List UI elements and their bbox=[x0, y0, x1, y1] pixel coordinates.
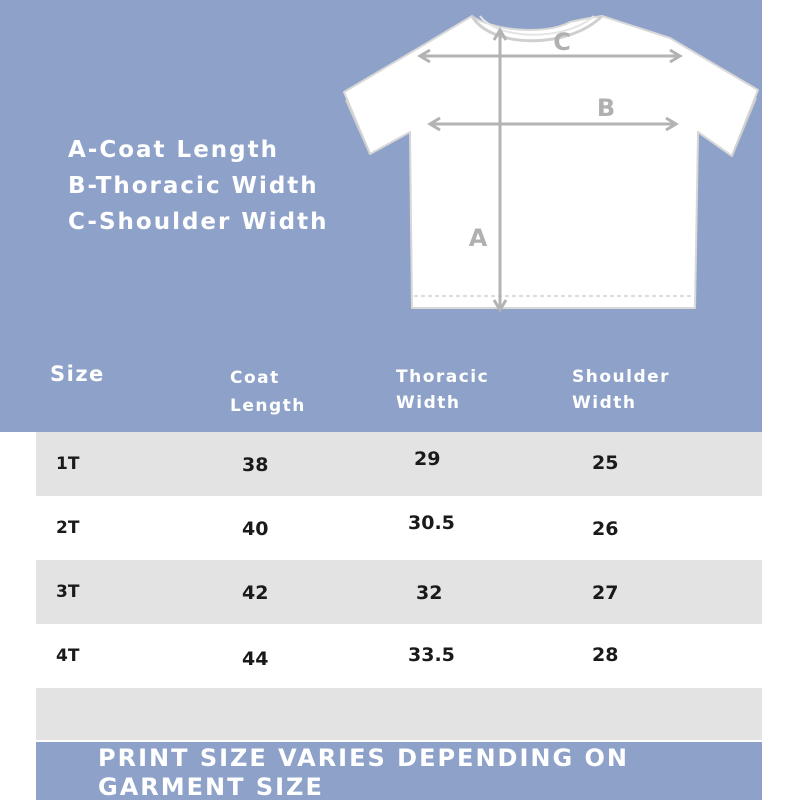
cell-thoracic-width: 29 bbox=[414, 448, 441, 470]
cell-shoulder-width: 28 bbox=[592, 644, 619, 666]
measurement-legend bbox=[68, 132, 328, 240]
table-row bbox=[36, 624, 762, 688]
table-row bbox=[36, 560, 762, 624]
footer-banner bbox=[36, 742, 762, 800]
header-thoracic-line2: Width bbox=[396, 393, 461, 413]
legend-thoracic-width: B-Thoracic Width bbox=[68, 173, 319, 199]
cell-size: 1T bbox=[56, 454, 80, 474]
cell-size: 4T bbox=[56, 646, 80, 666]
cell-thoracic-width: 33.5 bbox=[408, 644, 455, 666]
tshirt-diagram bbox=[340, 8, 762, 326]
cell-coat-length: 40 bbox=[242, 518, 269, 540]
table-row bbox=[36, 432, 762, 496]
empty-table-row bbox=[36, 688, 762, 740]
diagram-label-a: A bbox=[468, 224, 488, 252]
cell-coat-length: 42 bbox=[242, 582, 269, 604]
column-header-size: Size bbox=[50, 362, 105, 386]
column-header-coat-length bbox=[230, 364, 306, 420]
tshirt-outline-icon bbox=[344, 16, 758, 308]
print-size-note: PRINT SIZE VARIES DEPENDING ON GARMENT SIZE bbox=[98, 744, 630, 800]
legend-coat-length: A-Coat Length bbox=[68, 137, 280, 163]
header-thoracic-line1: Thoracic bbox=[396, 367, 490, 387]
header-shoulder-line2: Width bbox=[572, 393, 637, 413]
table-row bbox=[36, 496, 762, 560]
cell-shoulder-width: 27 bbox=[592, 582, 619, 604]
cell-coat-length: 44 bbox=[242, 648, 269, 670]
cell-size: 3T bbox=[56, 582, 80, 602]
header-shoulder-line1: Shoulder bbox=[572, 367, 671, 387]
cell-shoulder-width: 25 bbox=[592, 452, 619, 474]
cell-thoracic-width: 30.5 bbox=[408, 512, 455, 534]
column-header-thoracic-width bbox=[396, 364, 489, 416]
legend-shoulder-width: C-Shoulder Width bbox=[68, 209, 329, 235]
diagram-label-b: B bbox=[596, 94, 616, 122]
column-header-shoulder-width bbox=[572, 364, 670, 416]
diagram-label-c: C bbox=[553, 28, 571, 56]
header-coat-line1: Coat bbox=[230, 368, 280, 388]
cell-shoulder-width: 26 bbox=[592, 518, 619, 540]
header-coat-line2: Length bbox=[230, 396, 306, 416]
cell-thoracic-width: 32 bbox=[416, 582, 443, 604]
cell-coat-length: 38 bbox=[242, 454, 269, 476]
cell-size: 2T bbox=[56, 518, 80, 538]
